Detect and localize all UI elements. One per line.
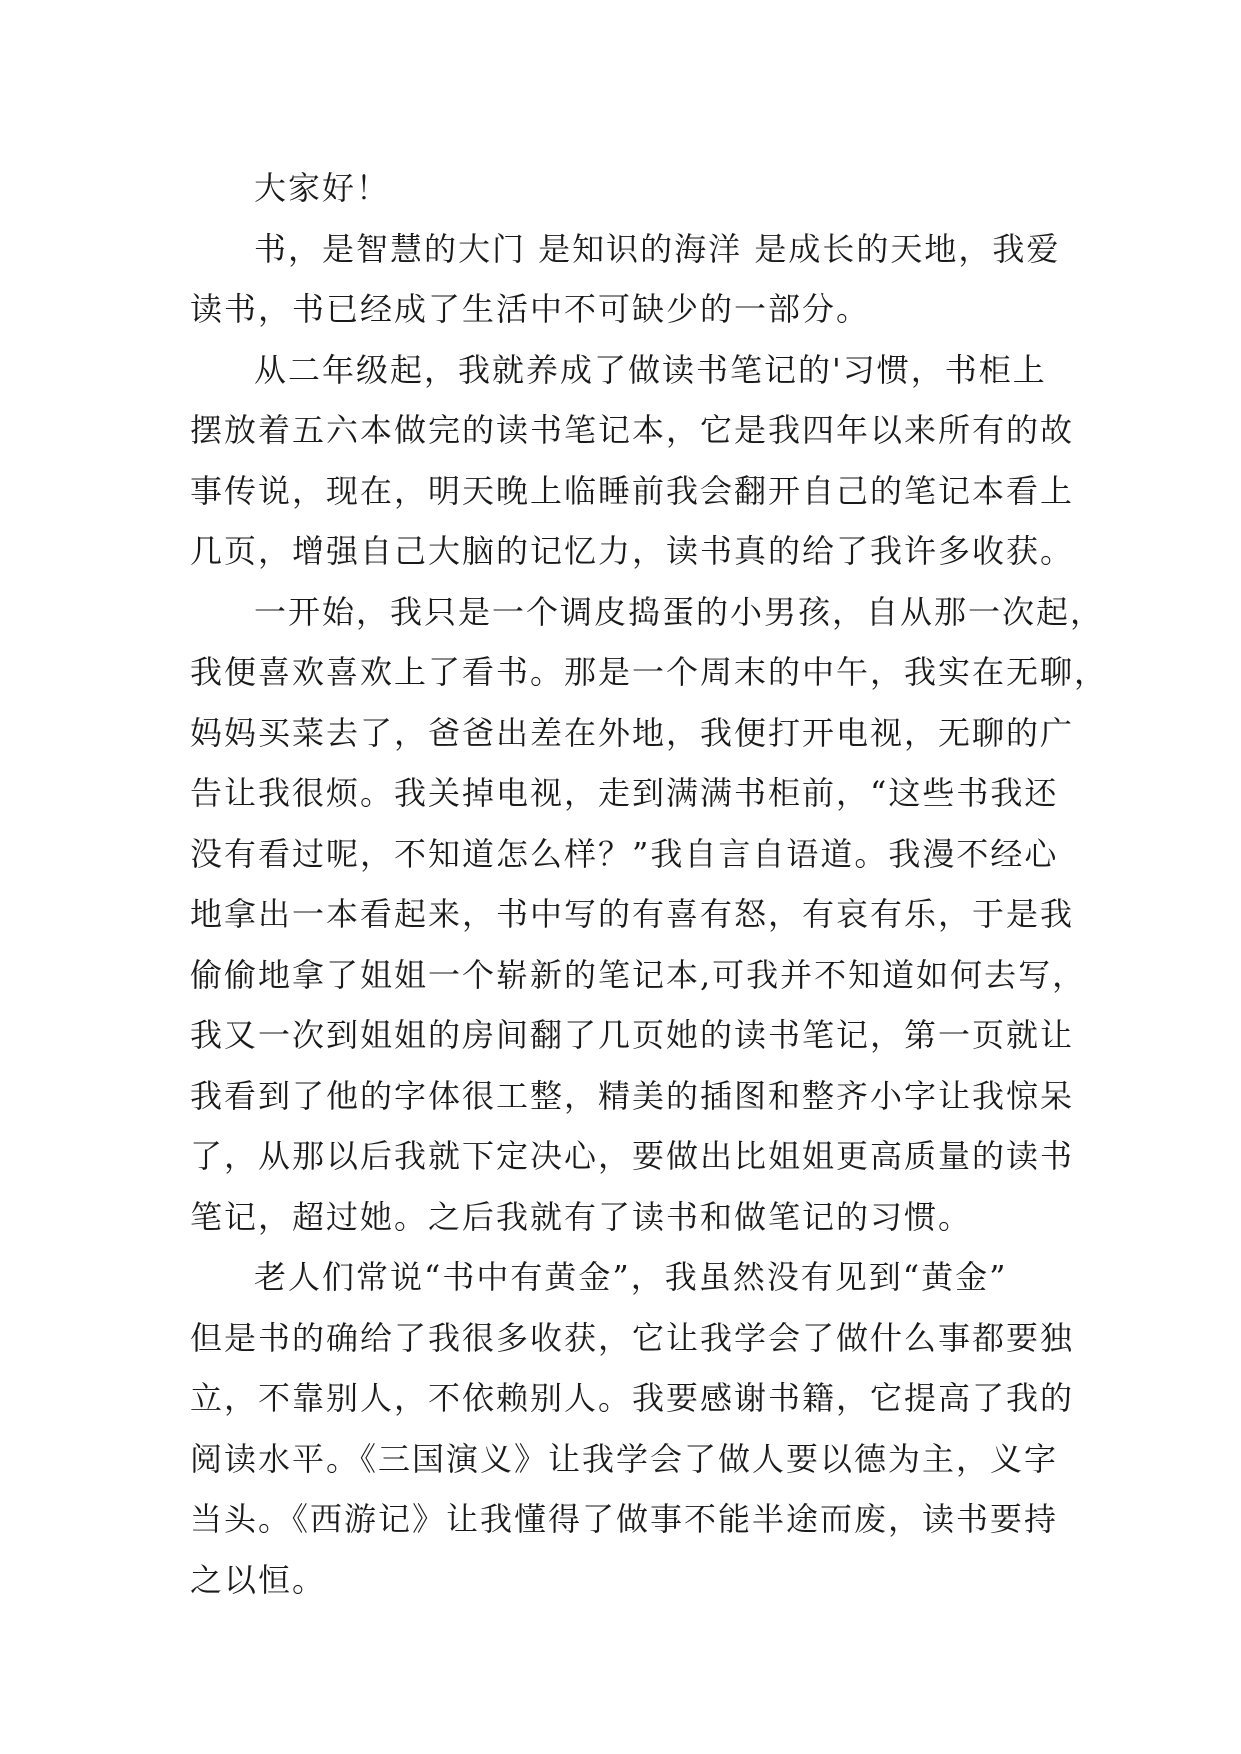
paragraph-line: 笔记，超过她。之后我就有了读书和做笔记的习惯。	[190, 1197, 973, 1236]
paragraph-line: 偷偷地拿了姐姐一个崭新的笔记本,可我并不知道如何去写，	[190, 955, 1087, 994]
paragraph-line: 事传说，现在，明天晚上临睡前我会翻开自己的笔记本看上	[190, 471, 1075, 510]
paragraph-line: 几页，增强自己大脑的记忆力，读书真的给了我许多收获。	[190, 532, 1075, 570]
paragraph-line: 没有看过呢，不知道怎么样？”我自言自语道。我漫不经心	[190, 834, 1059, 873]
paragraph-line: 之以恒。	[190, 1560, 327, 1599]
paragraph-line: 我便喜欢喜欢上了看书。那是一个周末的中午，我实在无聊，	[190, 653, 1109, 691]
greeting-line: 大家好！	[254, 169, 391, 207]
paragraph-line: 一开始，我只是一个调皮捣蛋的小男孩，自从那一次起，	[254, 592, 1105, 631]
paragraph-line: 立，不靠别人，不依赖别人。我要感谢书籍，它提高了我的	[190, 1379, 1075, 1417]
document-body	[190, 158, 1109, 1610]
paragraph-line: 从二年级起，我就养成了做读书笔记的'习惯，书柜上	[254, 350, 1047, 389]
paragraph-line: 当头。《西游记》让我懂得了做事不能半途而废，读书要持	[190, 1500, 1059, 1538]
paragraph-line: 阅读水平。《三国演义》让我学会了做人要以德为主，义字	[190, 1439, 1059, 1478]
paragraph-line: 读书，书已经成了生活中不可缺少的一部分。	[190, 290, 871, 328]
paragraph-line: 但是书的确给了我很多收获，它让我学会了做什么事都要独	[190, 1318, 1075, 1357]
paragraph-line: 我看到了他的字体很工整，精美的插图和整齐小字让我惊呆	[190, 1076, 1075, 1115]
paragraph-line: 老人们常说“书中有黄金”，我虽然没有见到“黄金”	[254, 1258, 1008, 1296]
paragraph-line: 了，从那以后我就下定决心，要做出比姐姐更高质量的读书	[190, 1137, 1075, 1175]
paragraph-line: 书，是智慧的大门 是知识的海洋 是成长的天地，我爱	[254, 229, 1061, 268]
paragraph-line: 妈妈买菜去了，爸爸出差在外地，我便打开电视，无聊的广	[190, 713, 1075, 752]
paragraph-line: 摆放着五六本做完的读书笔记本，它是我四年以来所有的故	[190, 411, 1075, 449]
paragraph-line: 告让我很烦。我关掉电视，走到满满书柜前，“这些书我还	[190, 774, 1059, 812]
paragraph-line: 我又一次到姐姐的房间翻了几页她的读书笔记，第一页就让	[190, 1016, 1075, 1054]
paragraph-line: 地拿出一本看起来，书中写的有喜有怒，有哀有乐，于是我	[190, 895, 1075, 933]
